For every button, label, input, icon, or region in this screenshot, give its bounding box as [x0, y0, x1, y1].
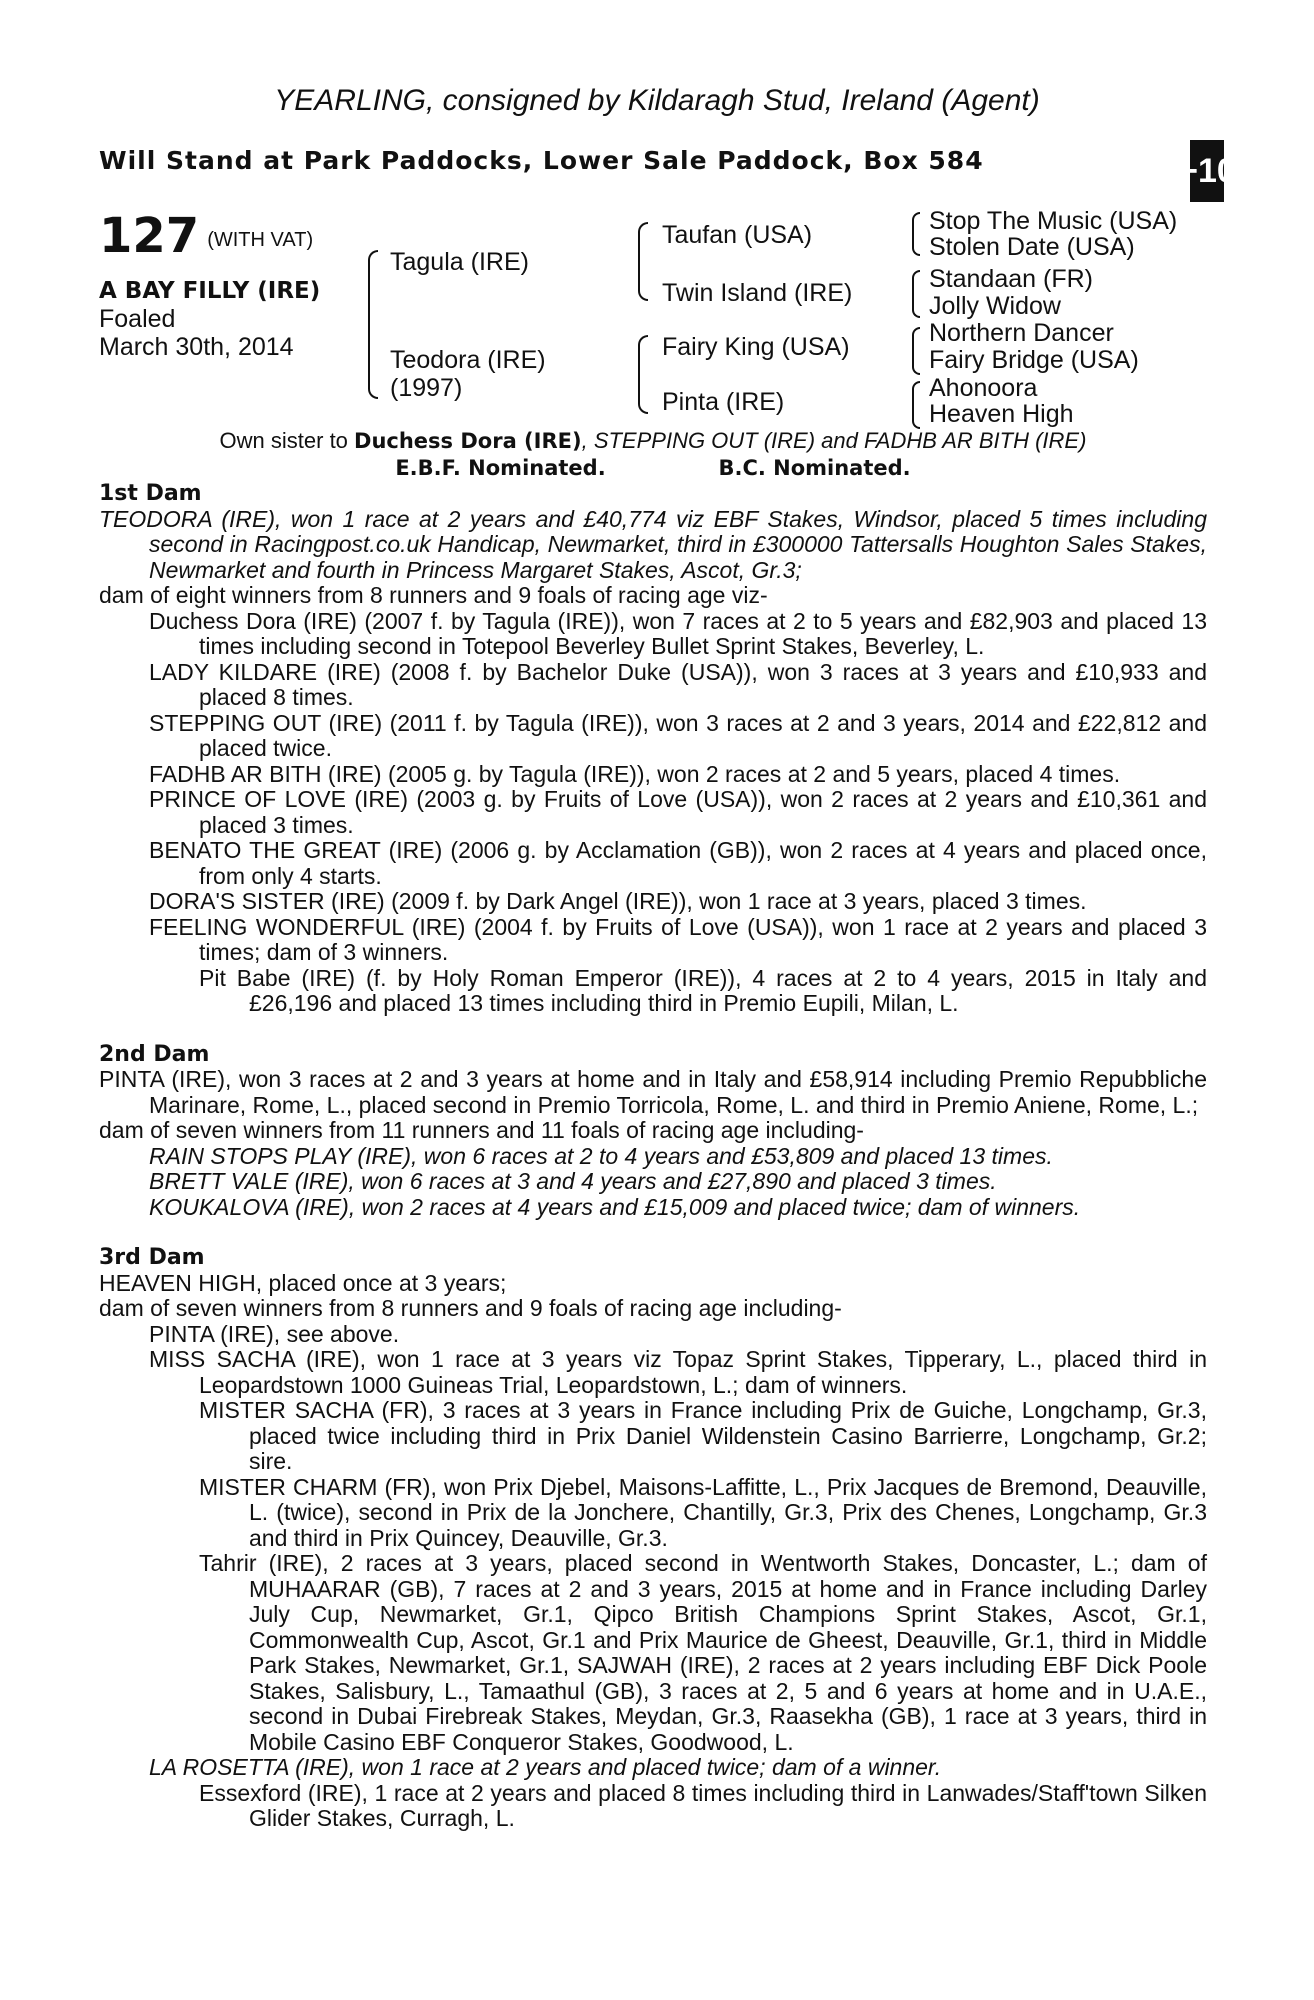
grand-produce-text: Essexford (IRE), 1 race at 2 years and placed 8 times including third in Lanwades/Staff'town Silken Glider Stakes, Curragh, L.	[199, 1779, 1207, 1831]
list-item	[149, 1322, 1207, 1348]
produce-text: STEPPING OUT (IRE) (2011 f. by Tagula (IRE)), won 3 races at 2 and 3 years, 2014 and £22,812 and placed twice.	[149, 709, 1207, 761]
produce-text: BENATO THE GREAT (IRE) (2006 g. by Acclamation (GB)), won 2 races at 4 years and placed once, from only 4 starts.	[149, 837, 1207, 889]
own-sister-bold: Duchess Dora (IRE)	[354, 429, 582, 453]
produce-text: Duchess Dora (IRE) (2007 f. by Tagula (IRE)), won 7 races at 2 to 5 years and £82,903 and placed 13 times including second in Totepool Beverley Bullet Sprint Stakes, Beverley, L.	[149, 607, 1207, 659]
pedigree-sds: Standaan (FR)	[929, 265, 1093, 293]
list-item	[149, 762, 1207, 788]
lot-number: 127	[99, 208, 200, 264]
produce-text: FADHB AR BITH (IRE) (2005 g. by Tagula (IRE)), won 2 races at 2 and 5 years, placed 4 times.	[149, 760, 1121, 787]
first-dam-heading: 1st Dam	[99, 481, 202, 506]
list-item	[149, 889, 1207, 915]
third-dam-heading: 3rd Dam	[99, 1245, 205, 1270]
own-sister-line	[99, 428, 1207, 455]
brace-dam	[638, 335, 648, 414]
grand-produce-item	[149, 1475, 1207, 1552]
produce-text: PINTA (IRE), see above.	[149, 1320, 400, 1347]
produce-text: BRETT VALE (IRE), won 6 races at 3 and 4 years and £27,890 and placed 3 times.	[149, 1168, 997, 1194]
own-sister-rest: , STEPPING OUT (IRE) and FADHB AR BITH (IRE)	[581, 428, 1087, 453]
produce-text: RAIN STOPS PLAY (IRE), won 6 races at 2 to 4 years and £53,809 and placed 13 times.	[149, 1142, 1053, 1169]
second-dam-heading: 2nd Dam	[99, 1041, 210, 1067]
brace-generation1	[368, 250, 378, 399]
pedigree-dss: Northern Dancer	[929, 319, 1114, 347]
third-dam-produce-list	[99, 1322, 1207, 1832]
brace-sd	[912, 270, 920, 318]
catalogue-body	[99, 428, 1207, 1832]
foaled-info	[99, 305, 294, 361]
produce-text: PRINCE OF LOVE (IRE) (2003 g. by Fruits of Love (USA)), won 2 races at 2 years and £10,361 and placed 3 times.	[149, 786, 1207, 838]
grand-produce-text: MISTER SACHA (FR), 3 races at 3 years in France including Prix de Guiche, Longchamp, Gr.3, placed twice including third in Prix Daniel Wildenstein Casino Barrierre, Longchamp, Gr.2; sire.	[199, 1397, 1207, 1474]
pedigree-sss: Stop The Music (USA)	[929, 207, 1178, 235]
grand-produce-item	[149, 1398, 1207, 1475]
foaled-label: Foaled	[99, 305, 176, 333]
first-dam-produce-list	[99, 609, 1207, 1017]
foaled-date: March 30th, 2014	[99, 333, 294, 361]
pedigree-dam-sire: Fairy King (USA)	[662, 333, 850, 361]
bc-nominated: B.C. Nominated.	[718, 455, 911, 480]
grand-produce-item	[149, 1781, 1207, 1832]
first-dam-dam-of: dam of eight winners from 8 runners and 9 foals of racing age viz-	[99, 582, 768, 608]
brace-dd	[912, 381, 920, 429]
grand-produce-item	[149, 966, 1207, 1017]
grand-produce-item	[149, 1551, 1207, 1755]
lot-number-line	[99, 208, 313, 264]
first-dam-intro-text: TEODORA (IRE), won 1 race at 2 years and £40,774 viz EBF Stakes, Windsor, placed 5 times including second in Racingpost.co.uk Handicap, Newmarket, third in £300000 Tattersalls Houghton Sales Stakes, Newmarket and fourth in Princess Margaret Stakes, Ascot, Gr.3;	[99, 505, 1207, 583]
brace-ds	[912, 327, 920, 375]
list-item	[149, 787, 1207, 838]
vat-badge: +10	[1190, 140, 1224, 202]
list-item	[149, 1755, 1207, 1781]
list-item	[149, 1347, 1207, 1398]
pedigree-ssd: Stolen Date (USA)	[929, 233, 1135, 261]
produce-text: DORA'S SISTER (IRE) (2009 f. by Dark Angel (IRE)), won 1 race at 3 years, placed 3 times.	[149, 888, 1087, 914]
grand-produce-text: Pit Babe (IRE) (f. by Holy Roman Emperor (IRE)), 4 races at 2 to 4 years, 2015 in Italy and £26,196 and placed 13 times including third in Premio Eupili, Milan, L.	[199, 964, 1207, 1016]
produce-text: MISS SACHA (IRE), won 1 race at 3 years viz Topaz Sprint Stakes, Tipperary, L., placed third in Leopardstown 1000 Guineas Trial, Leopardstown, L.; dam of winners.	[149, 1346, 1207, 1398]
second-dam-produce-list	[99, 1144, 1207, 1221]
grand-produce-text: MISTER CHARM (FR), won Prix Djebel, Maisons-Laffitte, L., Prix Jacques de Bremond, Deauville, L. (twice), second in Prix de la Jonchere, Chantilly, Gr.3, Prix des Chenes, Longchamp, Gr.3 and third in Prix Quincey, Deauville, Gr.3.	[199, 1473, 1207, 1551]
pedigree-dds: Ahonoora	[929, 374, 1038, 402]
second-dam-dam-of: dam of seven winners from 11 runners and 11 foals of racing age including-	[99, 1117, 864, 1143]
pedigree-dsd: Fairy Bridge (USA)	[929, 346, 1139, 374]
grand-produce-text: Tahrir (IRE), 2 races at 3 years, placed second in Wentworth Stakes, Doncaster, L.; dam of MUHAARAR (GB), 7 races at 2 and 3 years, 2015 at home and in France including Darley July Cup, Newmarket, Gr.1, Qipco British Champions Sprint Stakes, Ascot, Gr.1, Commonwealth Cup, Ascot, Gr.1 and Prix Maurice de Gheest, Deauville, Gr.1, third in Middle Park Stakes, Newmarket, Gr.1, SAJWAH (IRE), 2 races at 2 years including EBF Dick Poole Stakes, Salisbury, L., Tamaathul (GB), 3 races at 2, 5 and 6 years at home and in U.A.E., second in Dubai Firebreak Stakes, Meydan, Gr.3, Raasekha (GB), 1 race at 3 years, third in Mobile Casino EBF Conqueror Stakes, Goodwood, L.	[199, 1550, 1207, 1755]
second-dam-intro: PINTA (IRE), won 3 races at 2 and 3 years at home and in Italy and £58,914 including Premio Repubbliche Marinare, Rome, L., placed second in Premio Torricola, Rome, L. and third in Premio Aniene, Rome, L.;	[99, 1066, 1207, 1118]
stand-location: Will Stand at Park Paddocks, Lower Sale Paddock, Box 584	[99, 146, 984, 175]
first-dam-intro	[99, 507, 1207, 584]
own-sister-prefix: Own sister to	[219, 428, 355, 453]
pedigree-dam: Teodora (IRE)	[390, 346, 546, 374]
list-item	[149, 1169, 1207, 1195]
produce-text: KOUKALOVA (IRE), won 2 races at 4 years and £15,009 and placed twice; dam of winners.	[149, 1193, 1081, 1220]
list-item	[149, 660, 1207, 711]
third-dam-dam-of: dam of seven winners from 8 runners and 9 foals of racing age including-	[99, 1295, 842, 1321]
consignor-line: YEARLING, consigned by Kildaragh Stud, Ireland (Agent)	[274, 84, 1040, 117]
ebf-nominated: E.B.F. Nominated.	[395, 455, 606, 480]
produce-text: LA ROSETTA (IRE), won 1 race at 2 years and placed twice; dam of a winner.	[149, 1754, 942, 1780]
list-item	[149, 711, 1207, 762]
pedigree-ddd: Heaven High	[929, 400, 1074, 428]
brace-ss	[912, 212, 920, 256]
pedigree-sire-dam: Twin Island (IRE)	[662, 279, 853, 307]
pedigree-dam-dam: Pinta (IRE)	[662, 388, 785, 416]
list-item	[149, 1195, 1207, 1221]
pedigree-sire-sire: Taufan (USA)	[662, 221, 813, 249]
list-item	[149, 915, 1207, 966]
brace-sire	[638, 222, 648, 301]
list-item	[149, 609, 1207, 660]
produce-text: LADY KILDARE (IRE) (2008 f. by Bachelor Duke (USA)), won 3 races at 3 years and £10,933 and placed 8 times.	[149, 658, 1207, 710]
vat-label: (WITH VAT)	[207, 229, 314, 251]
pedigree-sdd: Jolly Widow	[929, 292, 1061, 320]
list-item	[149, 838, 1207, 889]
horse-description: A BAY FILLY (IRE)	[99, 278, 321, 304]
produce-text: FEELING WONDERFUL (IRE) (2004 f. by Fruits of Love (USA)), won 1 race at 2 years and placed 3 times; dam of 3 winners.	[149, 913, 1207, 965]
nominations-line	[99, 455, 1207, 482]
pedigree-sire: Tagula (IRE)	[390, 248, 529, 276]
pedigree-dam-year: (1997)	[390, 374, 463, 402]
third-dam-intro: HEAVEN HIGH, placed once at 3 years;	[99, 1269, 507, 1296]
list-item	[149, 1144, 1207, 1170]
